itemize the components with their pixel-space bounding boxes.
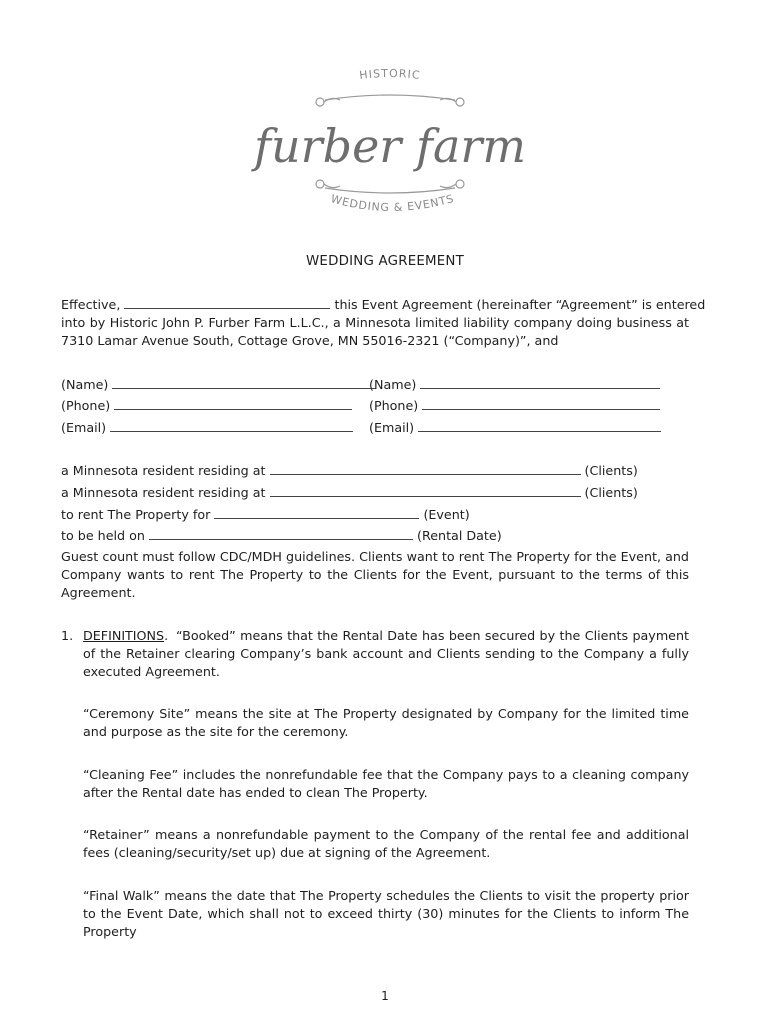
- rent-line: [61, 506, 470, 524]
- resident-address-blank-2[interactable]: [270, 484, 581, 497]
- left-email-label: (Email): [61, 420, 107, 435]
- left-phone-label: (Phone): [61, 398, 111, 413]
- guest-paragraph: Guest count must follow CDC/MDH guidelines. Clients want to rent The Property for the Event, and Company wants to rent The Property to the Clients for the Event, pursuant to the terms of this Agreement.: [61, 549, 689, 600]
- resident-line-2: [61, 484, 638, 502]
- resident-address-blank-1[interactable]: [270, 462, 581, 475]
- left-name-field: [61, 376, 376, 394]
- section-number: 1.: [61, 628, 74, 643]
- right-name-label: (Name): [369, 377, 417, 392]
- rent-label: to rent The Property for: [61, 507, 211, 522]
- cleaning-fee-definition: “Cleaning Fee” includes the nonrefundable fee that the Company pays to a cleaning company after the Rental date has ended to clean The Property.: [83, 767, 689, 800]
- svg-text:WEDDING & EVENTS: WEDDING & EVENTS: [329, 191, 456, 215]
- definitions-heading-punct: .: [164, 628, 169, 643]
- right-email-field: [369, 419, 661, 437]
- left-name-blank[interactable]: [112, 376, 376, 389]
- held-line: [61, 527, 502, 545]
- held-label: to be held on: [61, 528, 145, 543]
- effective-date-blank[interactable]: [124, 296, 330, 309]
- intro-line-3: 7310 Lamar Avenue South, Cottage Grove, MN 55016-2321 (“Company)”, and: [61, 333, 559, 348]
- right-email-label: (Email): [369, 420, 415, 435]
- intro-line-1: [61, 296, 705, 314]
- final-walk-definition: “Final Walk” means the date that The Property schedules the Clients to visit the property prior to the Event Date, which shall not to exceed thirty (30) minutes for the Clients to inform The Property: [83, 888, 689, 939]
- event-blank[interactable]: [214, 506, 419, 519]
- svg-text:furber farm: furber farm: [254, 119, 526, 173]
- right-name-blank[interactable]: [420, 376, 660, 389]
- event-suffix: (Event): [423, 507, 470, 522]
- right-name-field: [369, 376, 660, 394]
- effective-rest: this Event Agreement (hereinafter “Agreement” is entered: [334, 297, 706, 312]
- left-phone-blank[interactable]: [114, 397, 352, 410]
- rental-date-blank[interactable]: [149, 527, 413, 540]
- clients-suffix-1: (Clients): [584, 463, 638, 478]
- resident-label-1: a Minnesota resident residing at: [61, 463, 266, 478]
- rental-date-suffix: (Rental Date): [417, 528, 502, 543]
- left-email-blank[interactable]: [110, 419, 353, 432]
- left-name-label: (Name): [61, 377, 109, 392]
- page-number: 1: [381, 989, 389, 1003]
- ceremony-site-definition: “Ceremony Site” means the site at The Property designated by Company for the limited time and purpose as the site for the ceremony.: [83, 706, 689, 739]
- resident-label-2: a Minnesota resident residing at: [61, 485, 266, 500]
- retainer-definition: “Retainer” means a nonrefundable payment to the Company of the rental fee and additional fees (cleaning/security/set up) due at signing of the Agreement.: [83, 827, 689, 860]
- left-email-field: [61, 419, 353, 437]
- right-phone-field: [369, 397, 660, 415]
- booked-definition: “Booked” means that the Rental Date has been secured by the Clients payment of the Retainer clearing Company’s bank account and Clients sending to the Company a fully executed Agreement.: [83, 628, 689, 679]
- furber-farm-logo: [240, 62, 540, 232]
- left-phone-field: [61, 397, 352, 415]
- document-title: WEDDING AGREEMENT: [305, 254, 465, 269]
- intro-line-2: into by Historic John P. Furber Farm L.L.C., a Minnesota limited liability company doing business at: [61, 315, 689, 330]
- effective-label: Effective,: [61, 297, 121, 312]
- definitions-heading: DEFINITIONS: [83, 628, 165, 643]
- right-phone-blank[interactable]: [422, 397, 660, 410]
- clients-suffix-2: (Clients): [584, 485, 638, 500]
- svg-text:HISTORIC: HISTORIC: [358, 66, 422, 83]
- resident-line-1: [61, 462, 638, 480]
- right-phone-label: (Phone): [369, 398, 419, 413]
- right-email-blank[interactable]: [418, 419, 661, 432]
